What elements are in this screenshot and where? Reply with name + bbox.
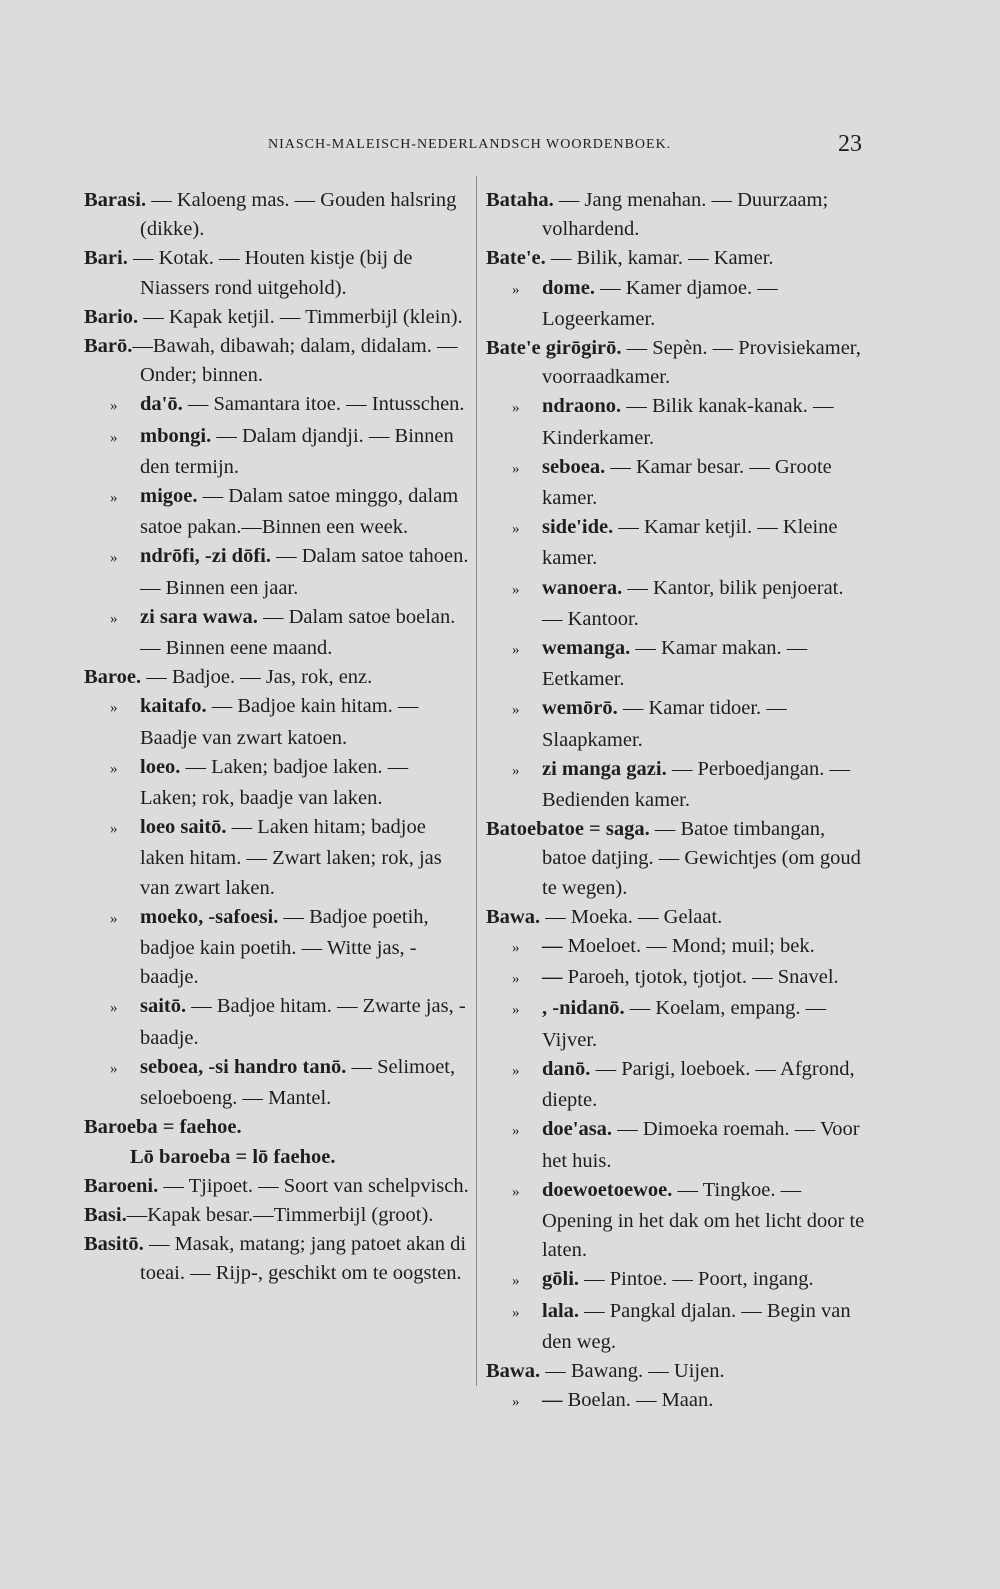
dictionary-entry: [486, 1055, 868, 1115]
entry-headword: Barasi.: [84, 189, 147, 211]
entry-definition: — Samantara itoe. — Intusschen.: [182, 393, 465, 416]
dictionary-entry: [84, 482, 469, 542]
entry-headword: kaitafo.: [140, 695, 207, 718]
dictionary-entry: [84, 1172, 469, 1201]
entry-definition: — Bilik kanak-kanak. — Kinderkamer.: [542, 395, 834, 449]
dictionary-entry: [486, 1115, 868, 1175]
entry-definition: — Dalam satoe minggo, dalam satoe pakan.—Binnen een week.: [140, 485, 459, 539]
dictionary-entry: [84, 542, 469, 602]
column-divider: [476, 176, 477, 1386]
dictionary-entry: [84, 753, 469, 813]
ditto-mark: »: [110, 760, 118, 777]
ditto-mark: »: [110, 429, 118, 446]
entry-definition: — Badjoe. — Jas, rok, enz.: [141, 666, 373, 689]
entry-definition: — Dimoeka roemah. — Voor het huis.: [542, 1118, 860, 1172]
ditto-mark: »: [512, 940, 520, 957]
ditto-mark: »: [110, 550, 118, 567]
entry-definition: — Kamar besar. — Groote kamer.: [542, 455, 832, 510]
entry-headword: da'ō.: [140, 393, 183, 416]
entry-headword: ndraono.: [542, 395, 622, 418]
ditto-mark: »: [512, 1273, 520, 1290]
entry-headword: lala.: [542, 1299, 580, 1322]
entry-headword: side'ide.: [542, 516, 614, 539]
dictionary-entry: [84, 992, 469, 1052]
entry-definition: — Perboedjangan. — Bedienden kamer.: [542, 757, 851, 812]
running-title: NIASCH-MALEISCH-NEDERLANDSCH WOORDENBOEK.: [268, 137, 672, 152]
entry-definition: — Pintoe. — Poort, ingang.: [579, 1268, 814, 1291]
entry-definition: —Bawah, dibawah; dalam, didalam. — Onder; binnen.: [132, 335, 458, 387]
dictionary-entry: [486, 1357, 868, 1386]
entry-definition: Moeloet. — Mond; muil; bek.: [562, 935, 815, 958]
entry-headword: Lō baroeba = lō faehoe.: [130, 1145, 336, 1168]
entry-definition: — Selimoet, seloeboeng. — Mantel.: [140, 1055, 456, 1110]
dictionary-entry: [84, 903, 469, 993]
ditto-mark: »: [512, 1304, 520, 1321]
entry-definition: — Koelam, empang. — Vijver.: [542, 997, 827, 1051]
entry-headword: Bario.: [84, 305, 139, 328]
dictionary-entry: [84, 813, 469, 903]
ditto-mark: »: [110, 700, 118, 717]
ditto-mark: »: [110, 910, 118, 927]
dictionary-entry: [84, 186, 469, 244]
entry-definition: — Kapak ketjil. — Timmerbijl (klein).: [138, 305, 463, 328]
dictionary-entry: [84, 663, 469, 692]
entry-definition: — Dalam djandji. — Binnen den termijn.: [140, 424, 454, 478]
dictionary-entry: [486, 1176, 868, 1266]
dictionary-entry: [84, 1113, 469, 1142]
ditto-mark: »: [512, 460, 520, 477]
dictionary-entry: [84, 1201, 469, 1230]
dictionary-entry: [486, 392, 868, 452]
entry-headword: Bari.: [84, 247, 128, 270]
dictionary-entry: [486, 1297, 868, 1357]
dictionary-entry: [84, 1053, 469, 1113]
ditto-mark: »: [512, 1394, 520, 1411]
entry-headword: Bate'e girōgirō.: [486, 337, 622, 360]
entry-headword: Baroeni.: [84, 1174, 159, 1197]
entry-definition: — Laken hitam; badjoe laken hitam. — Zwart laken; rok, jas van zwart laken.: [140, 816, 442, 899]
dictionary-entry: [486, 815, 868, 903]
entry-definition: — Kantor, bilik penjoerat. — Kantoor.: [542, 576, 844, 630]
dictionary-entry: [486, 334, 868, 392]
entry-definition: — Tingkoe. — Opening in het dak om het licht door te laten.: [542, 1178, 865, 1262]
entry-definition: — Kotak. — Houten kistje (bij de Niassers rond uitgehold).: [127, 247, 413, 299]
entry-headword: seboea, -si handro tanō.: [140, 1055, 347, 1078]
ditto-mark: »: [110, 490, 118, 507]
right-column: [486, 186, 868, 1417]
entry-definition: — Sepèn. — Provisiekamer, voorraadkamer.: [542, 337, 861, 389]
entry-definition: — Parigi, loeboek. — Afgrond, diepte.: [542, 1057, 855, 1112]
entry-definition: — Jang menahan. — Duurzaam; volhardend.: [542, 189, 829, 241]
entry-headword: zi sara wawa.: [140, 605, 258, 628]
entry-headword: , -nidanō.: [542, 997, 625, 1020]
entry-headword: —: [542, 1389, 563, 1412]
ditto-mark: »: [512, 1002, 520, 1019]
ditto-mark: »: [110, 610, 118, 627]
entry-headword: seboea.: [542, 455, 606, 478]
ditto-mark: »: [512, 642, 520, 659]
entry-headword: Batoebatoe = saga.: [486, 818, 650, 841]
dictionary-entry: [486, 574, 868, 634]
entry-headword: —: [542, 935, 563, 958]
dictionary-entry: [84, 1143, 469, 1172]
dictionary-entry: [84, 422, 469, 482]
entry-headword: Bate'e.: [486, 247, 546, 270]
dictionary-entry: [84, 332, 469, 390]
ditto-mark: »: [512, 702, 520, 719]
entry-headword: migoe.: [140, 485, 198, 508]
entry-definition: Paroeh, tjotok, tjotjot. — Snavel.: [562, 966, 839, 989]
ditto-mark: »: [110, 398, 118, 415]
entry-headword: Bawa.: [486, 1359, 541, 1382]
dictionary-entry: [486, 244, 868, 273]
page-number: 23: [838, 131, 862, 157]
entry-headword: loeo saitō.: [140, 816, 227, 839]
ditto-mark: »: [110, 1000, 118, 1017]
entry-definition: — Dalam satoe boelan. — Binnen eene maand.: [140, 605, 456, 660]
entry-definition: — Kamer djamoe. — Logeerkamer.: [542, 276, 778, 330]
entry-headword: loeo.: [140, 755, 181, 778]
dictionary-entry: [486, 513, 868, 573]
entry-headword: Bataha.: [486, 189, 554, 211]
entry-definition: — Kamar ketjil. — Kleine kamer.: [542, 516, 838, 570]
ditto-mark: »: [512, 762, 520, 779]
dictionary-entry: [486, 963, 868, 994]
dictionary-entry: [486, 994, 868, 1054]
entry-headword: danō.: [542, 1057, 591, 1080]
entry-definition: — Batoe timbangan, batoe datjing. — Gewichtjes (om goud te wegen).: [542, 818, 861, 899]
entry-headword: dome.: [542, 276, 595, 299]
ditto-mark: »: [512, 1062, 520, 1079]
entry-definition: — Badjoe hitam. — Zwarte jas, -baadje.: [140, 995, 466, 1049]
entry-headword: Baroeba = faehoe.: [84, 1116, 242, 1139]
entry-headword: Baroe.: [84, 666, 142, 689]
entry-headword: mbongi.: [140, 424, 212, 447]
entry-headword: Bawa.: [486, 905, 541, 928]
ditto-mark: »: [110, 1060, 118, 1077]
entry-definition: — Kamar makan. — Eetkamer.: [542, 637, 808, 691]
entry-definition: — Moeka. — Gelaat.: [540, 905, 723, 928]
entry-headword: —: [542, 966, 563, 989]
dictionary-entry: [84, 1230, 469, 1288]
entry-definition: — Bilik, kamar. — Kamer.: [545, 247, 774, 270]
entry-headword: ndrōfi, -zi dōfi.: [140, 545, 271, 568]
dictionary-entry: [486, 932, 868, 963]
entry-definition: — Tjipoet. — Soort van schelpvisch.: [158, 1174, 469, 1197]
entry-headword: wemanga.: [542, 637, 631, 660]
ditto-mark: »: [512, 521, 520, 538]
entry-headword: gōli.: [542, 1268, 580, 1291]
dictionary-entry: [84, 390, 469, 421]
dictionary-entry: [84, 692, 469, 752]
entry-definition: —Kapak besar.—Timmerbijl (groot).: [126, 1203, 434, 1226]
entry-definition: — Bawang. — Uijen.: [540, 1359, 725, 1382]
entry-definition: — Badjoe kain hitam. — Baadje van zwart katoen.: [140, 695, 419, 749]
entry-headword: saitō.: [140, 995, 187, 1018]
dictionary-entry: [84, 244, 469, 302]
ditto-mark: »: [512, 1123, 520, 1140]
entry-definition: — Kamar tidoer. — Slaapkamer.: [542, 697, 787, 751]
entry-headword: wemōrō.: [542, 697, 618, 720]
ditto-mark: »: [512, 281, 520, 298]
entry-headword: wanoera.: [542, 576, 623, 599]
entry-definition: — Badjoe poetih, badjoe kain poetih. — Witte jas, -baadje.: [140, 905, 429, 989]
ditto-mark: »: [110, 821, 118, 838]
entry-definition: — Masak, matang; jang patoet akan di toeai. — Rijp-, geschikt om te oogsten.: [140, 1233, 467, 1285]
entry-headword: doe'asa.: [542, 1118, 613, 1141]
entry-headword: moeko, -safoesi.: [140, 905, 279, 928]
entry-definition: — Pangkal djalan. — Begin van den weg.: [542, 1299, 851, 1353]
dictionary-entry: [486, 634, 868, 694]
dictionary-entry: [84, 603, 469, 663]
dictionary-entry: [84, 303, 469, 332]
entry-headword: Basitō.: [84, 1233, 144, 1256]
entry-headword: zi manga gazi.: [542, 757, 667, 780]
dictionary-entry: [486, 903, 868, 932]
entry-headword: Barō.: [84, 335, 133, 358]
left-column: [84, 186, 469, 1289]
entry-definition: — Kaloeng mas. — Gouden halsring (dikke).: [140, 189, 457, 241]
ditto-mark: »: [512, 581, 520, 598]
entry-headword: Basi.: [84, 1203, 127, 1226]
entry-definition: — Dalam satoe tahoen. — Binnen een jaar.: [140, 545, 469, 599]
dictionary-entry: [486, 755, 868, 815]
ditto-mark: »: [512, 400, 520, 417]
entry-definition: Boelan. — Maan.: [562, 1389, 714, 1412]
ditto-mark: »: [512, 1183, 520, 1200]
entry-definition: — Laken; badjoe laken. — Laken; rok, baadje van laken.: [140, 755, 409, 810]
dictionary-entry: [486, 1265, 868, 1296]
dictionary-entry: [486, 274, 868, 334]
dictionary-entry: [486, 1386, 868, 1417]
entry-headword: doewoetoewoe.: [542, 1178, 673, 1201]
dictionary-entry: [486, 186, 868, 244]
dictionary-entry: [486, 453, 868, 513]
ditto-mark: »: [512, 971, 520, 988]
dictionary-entry: [486, 694, 868, 754]
